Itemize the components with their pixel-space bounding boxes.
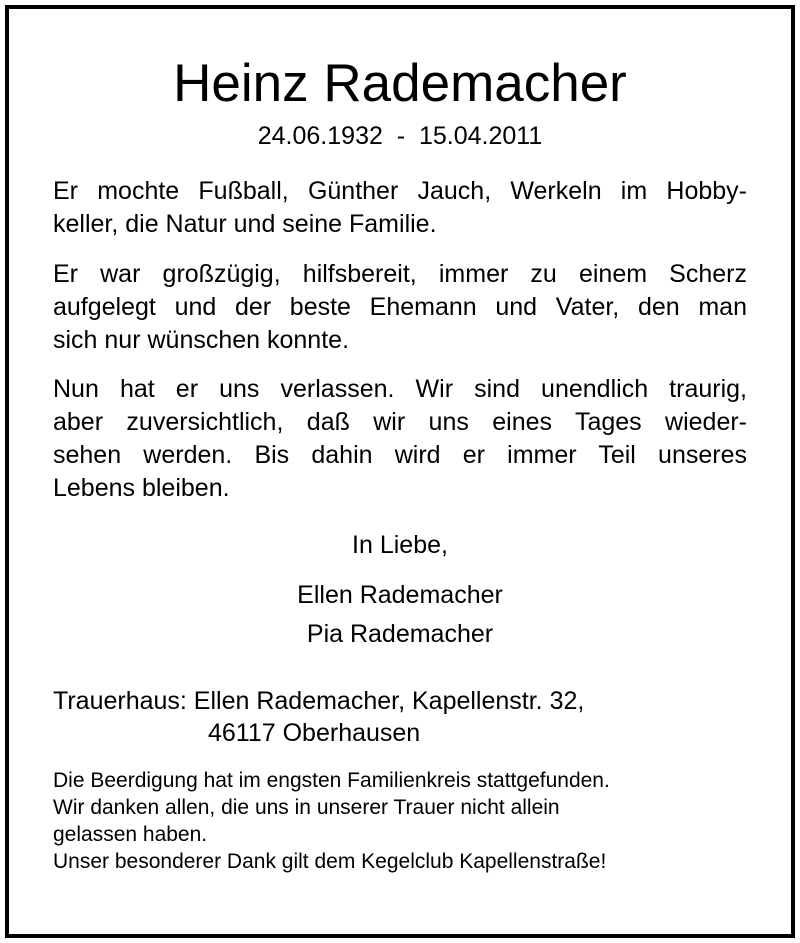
paragraph-line: Nun hat er uns verlassen. Wir sind unendlich traurig,	[53, 375, 747, 403]
paragraph-character	[53, 258, 747, 357]
closing-phrase: In Liebe,	[352, 531, 448, 559]
mourning-house-address	[53, 685, 584, 749]
address-line: 46117 Oberhausen	[208, 719, 421, 747]
paragraph-line: Lebens bleiben.	[53, 474, 230, 502]
paragraph-line: sehen werden. Bis dahin wird er immer Teil unseres	[53, 441, 747, 469]
funeral-note	[53, 767, 610, 875]
footer-line: Unser besonderer Dank gilt dem Kegelclub Kapellenstraße!	[53, 850, 607, 873]
signer-name: Pia Rademacher	[306, 620, 494, 648]
footer-line: Wir danken allen, die uns in unserer Trauer nicht allein	[53, 796, 560, 819]
paragraph-line: Er mochte Fußball, Günther Jauch, Werkeln im Hobby-	[53, 177, 747, 205]
paragraph-line: sich nur wünschen konnte.	[53, 326, 350, 354]
paragraph-line: aber zuversichtlich, daß wir uns eines Tages wieder-	[53, 408, 747, 436]
paragraph-farewell	[53, 373, 747, 505]
paragraph-line: keller, die Natur und seine Familie.	[53, 210, 437, 238]
paragraph-line: aufgelegt und der beste Ehemann und Vater, den man	[53, 293, 747, 321]
footer-line: gelassen haben.	[53, 823, 208, 846]
paragraph-hobbies	[53, 175, 747, 241]
deceased-name: Heinz Rademacher	[173, 54, 627, 113]
paragraph-line: Er war großzügig, hilfsbereit, immer zu einem Scherz	[53, 260, 747, 288]
life-dates: 24.06.1932 - 15.04.2011	[257, 122, 543, 150]
footer-line: Die Beerdigung hat im engsten Familienkreis stattgefunden.	[53, 769, 610, 792]
signer-name: Ellen Rademacher	[297, 581, 503, 609]
address-line: Trauerhaus: Ellen Rademacher, Kapellenstr. 32,	[53, 687, 585, 715]
